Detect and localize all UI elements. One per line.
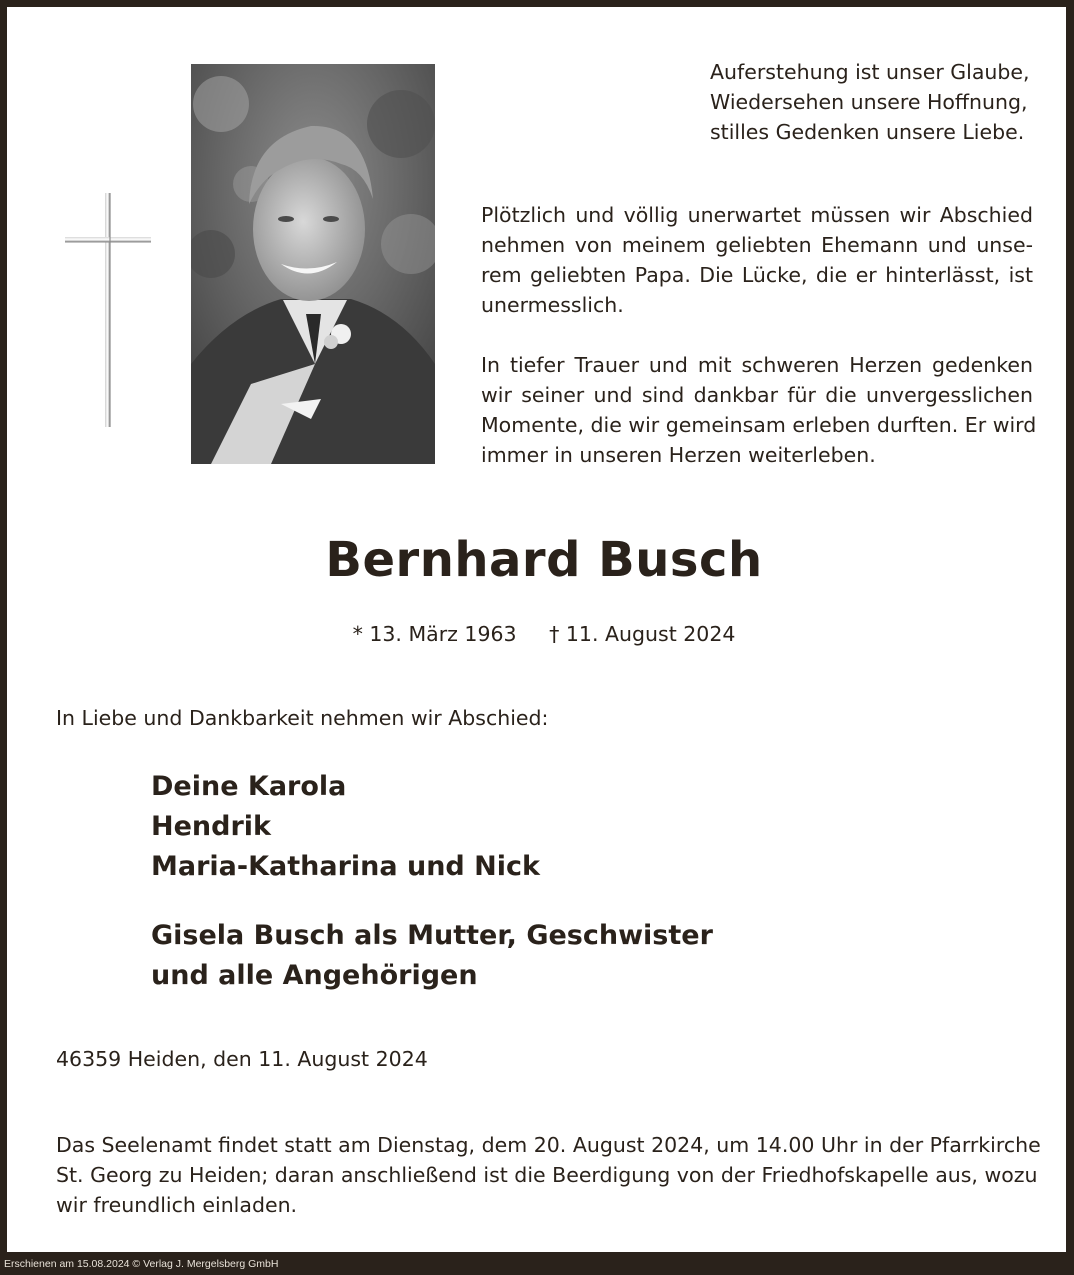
mourner-name: und alle Angehörigen [151,960,478,991]
obituary-notice [7,7,1066,1252]
death-date: † 11. August 2024 [549,622,736,646]
portrait-photo [191,64,435,464]
paragraph-line: Momente, die wir gemeinsam erleben durften. Er wird [481,413,1037,437]
verse-line: Auferstehung ist unser Glaube, [710,60,1030,84]
mourners-family [151,767,540,887]
place-and-date: 46359 Heiden, den 11. August 2024 [56,1047,428,1071]
farewell-intro: In Liebe und Dankbarkeit nehmen wir Abschied: [56,706,549,730]
mourners-relatives [151,916,713,996]
mourner-name: Gisela Busch als Mutter, Geschwister [151,920,713,951]
paragraph-line: immer in unseren Herzen weiterleben. [481,443,876,467]
service-line: wir freundlich einladen. [56,1193,298,1217]
life-dates [7,622,1074,646]
verse [710,57,1050,147]
service-line: Das Seelenamt findet statt am Dienstag, dem 20. August 2024, um 14.00 Uhr in der Pfarrkirche [56,1133,1041,1157]
verse-line: Wiedersehen unsere Hoffnung, [710,90,1028,114]
cross-icon [65,193,151,427]
paragraph-remembrance [481,350,1037,470]
paragraph-line: In tiefer Trauer und mit schweren Herzen gedenken [481,353,1033,377]
paragraph-line: nehmen von meinem geliebten Ehemann und unse- [481,233,1033,257]
mourner-name: Deine Karola [151,771,347,802]
paragraph-line: unermesslich. [481,293,624,317]
paragraph-line: rem geliebten Papa. Die Lücke, die er hinterlässt, ist [481,263,1033,287]
verse-line: stilles Gedenken unsere Liebe. [710,120,1025,144]
paragraph-announcement [481,200,1033,320]
deceased-name: Bernhard Busch [325,532,763,588]
service-line: St. Georg zu Heiden; daran anschließend ist die Beerdigung von der Friedhofskapelle aus, wozu [56,1163,1038,1187]
paragraph-line: Plötzlich und völlig unerwartet müssen wir Abschied [481,203,1033,227]
mourner-name: Maria-Katharina und Nick [151,851,540,882]
publication-footer: Erschienen am 15.08.2024 © Verlag J. Mergelsberg GmbH [4,1258,279,1270]
service-info [56,1130,1041,1220]
birth-date: * 13. März 1963 [352,622,517,646]
mourner-name: Hendrik [151,811,271,842]
paragraph-line: wir seiner und sind dankbar für die unvergesslichen [481,383,1033,407]
